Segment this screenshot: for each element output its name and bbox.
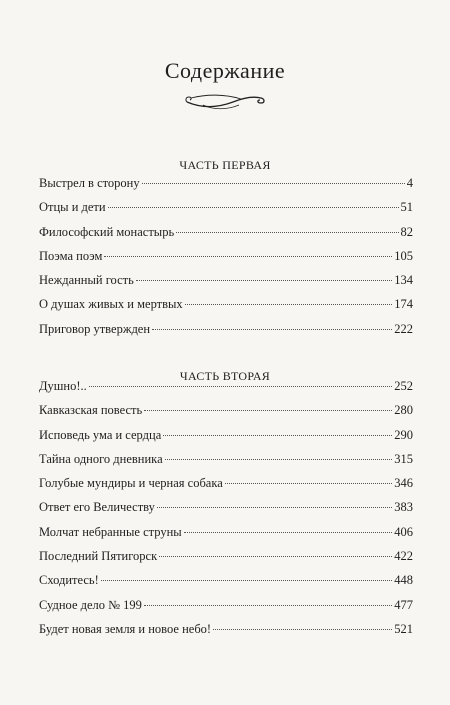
toc-entry-title: О душах живых и мертвых [39, 297, 183, 312]
toc-entry-page: 422 [394, 549, 413, 564]
toc-entry-title: Приговор утвержден [39, 321, 151, 336]
dot-leader [157, 507, 392, 508]
toc-entry [39, 500, 413, 524]
toc-entry [39, 225, 413, 249]
toc-entry-page: 406 [394, 524, 413, 539]
toc-entry-title: Выстрел в сторону [39, 176, 140, 190]
toc-entry [39, 249, 413, 273]
toc-entry-page: 315 [394, 451, 413, 466]
toc-entry [39, 549, 413, 573]
dot-leader [213, 629, 392, 630]
toc-entry-page: 105 [394, 248, 413, 263]
toc-entry-page: 174 [394, 297, 413, 312]
toc-entry [39, 297, 413, 321]
toc-entry [39, 452, 413, 476]
toc-list-part-two [39, 379, 413, 646]
dot-leader [142, 183, 405, 184]
toc-entry-title: Ответ его Величеству [39, 500, 155, 515]
toc-entry-title: Философский монастырь [39, 224, 175, 239]
toc-entry-page: 290 [394, 427, 413, 442]
part-heading: ЧАСТЬ ПЕРВАЯ [179, 158, 271, 172]
toc-entry [39, 525, 413, 549]
toc-entry-page: 521 [394, 621, 413, 636]
toc-entry [39, 573, 413, 597]
toc-entry [39, 176, 413, 200]
toc-entry-page: 383 [394, 500, 413, 515]
dot-leader [185, 304, 393, 305]
dot-leader [101, 580, 392, 581]
toc-entry [39, 200, 413, 224]
toc-entry-page: 346 [394, 476, 413, 491]
toc-entry-title: Нежданный гость [39, 273, 134, 288]
flourish-ornament-icon [183, 88, 267, 112]
toc-entry-page: 280 [394, 403, 413, 418]
toc-entry [39, 403, 413, 427]
toc-entry-title: Тайна одного дневника [39, 451, 163, 466]
toc-entry-title: Исповедь ума и сердца [39, 427, 162, 442]
toc-entry-title: Судное дело № 199 [39, 597, 142, 612]
dot-leader [104, 256, 392, 257]
dot-leader [144, 410, 392, 411]
toc-entry-title: Последний Пятигорск [39, 549, 158, 564]
dot-leader [89, 386, 392, 387]
dot-leader [176, 232, 398, 233]
toc-entry-title: Молчат небранные струны [39, 524, 182, 539]
toc-entry [39, 322, 413, 346]
toc-entry-page: 51 [400, 200, 413, 215]
toc-entry-title: Душно!.. [39, 379, 87, 393]
toc-list-part-one [39, 176, 413, 346]
dot-leader [136, 280, 392, 281]
part-heading: ЧАСТЬ ВТОРАЯ [179, 369, 271, 383]
dot-leader [152, 329, 392, 330]
toc-entry-page: 82 [400, 224, 413, 239]
toc-entry [39, 379, 413, 403]
toc-entry [39, 476, 413, 500]
toc-entry [39, 273, 413, 297]
dot-leader [108, 207, 399, 208]
toc-entry-title: Кавказская повесть [39, 403, 143, 418]
toc-entry-title: Поэма поэм [39, 248, 103, 263]
dot-leader [184, 532, 393, 533]
dot-leader [144, 605, 392, 606]
toc-entry-title: Сходитесь! [39, 573, 99, 588]
toc-entry-page: 477 [394, 597, 413, 612]
toc-entry [39, 428, 413, 452]
page-title: Содержание [164, 58, 286, 83]
toc-entry-title: Голубые мундиры и черная собака [39, 476, 223, 491]
toc-entry-page: 252 [394, 379, 413, 393]
toc-entry-page: 4 [406, 176, 413, 190]
toc-entry-title: Будет новая земля и новое небо! [39, 621, 212, 636]
dot-leader [225, 483, 392, 484]
dot-leader [159, 556, 392, 557]
toc-entry-title: Отцы и дети [39, 200, 106, 215]
toc-entry [39, 598, 413, 622]
toc-entry [39, 622, 413, 646]
toc-entry-page: 134 [394, 273, 413, 288]
dot-leader [163, 435, 392, 436]
dot-leader [165, 459, 393, 460]
toc-entry-page: 222 [394, 321, 413, 336]
toc-entry-page: 448 [394, 573, 413, 588]
